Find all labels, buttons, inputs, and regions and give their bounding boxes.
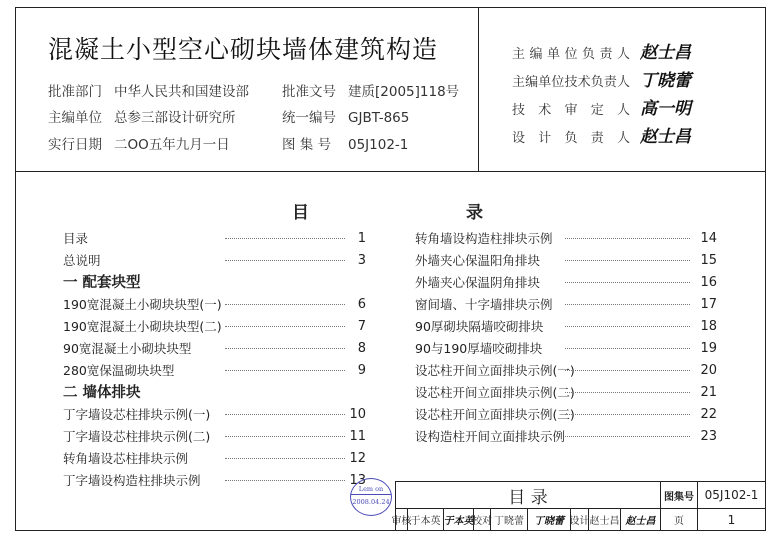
dot-leader	[565, 414, 690, 415]
toc-entry	[415, 361, 717, 381]
toc-entry-page: 23	[700, 429, 717, 444]
dot-leader	[225, 326, 345, 327]
dot-leader	[565, 436, 690, 437]
design-name: 赵士昌	[588, 508, 621, 531]
atlas-value: 05J102-1	[697, 481, 766, 509]
frame-left	[15, 7, 16, 531]
toc-entry	[63, 449, 366, 469]
dot-leader	[225, 304, 345, 305]
toc-entry	[415, 251, 717, 271]
frame-top	[15, 7, 766, 8]
toc-entry	[415, 427, 717, 447]
review-signature: 于本英	[443, 508, 474, 531]
toc-entry	[63, 405, 366, 425]
toc-entry-page: 11	[349, 429, 366, 444]
toc-entry-title: 丁字墙设芯柱排块示例(二)	[63, 429, 211, 444]
meta-approval-no: 批准文号 建质[2005]118号	[282, 84, 460, 100]
toc-entry-page: 19	[700, 341, 717, 356]
meta-unified-no: 统一编号 GJBT-865	[282, 110, 410, 126]
check-label: 校对	[473, 508, 491, 531]
page-value: 1	[697, 508, 766, 531]
dot-leader	[225, 260, 345, 261]
toc-entry	[415, 405, 717, 425]
dot-leader	[225, 458, 345, 459]
toc-entry-page: 3	[357, 253, 366, 268]
header-bottom-line	[15, 171, 766, 172]
toc-entry-title: 二 墙体排块	[63, 385, 141, 401]
toc-entry-title: 目录	[63, 231, 89, 246]
toc-entry-page: 8	[357, 341, 366, 356]
toc-entry-title: 一 配套块型	[63, 275, 141, 291]
toc-entry-title: 设芯柱开间立面排块示例(三)	[415, 407, 575, 422]
toc-entry	[63, 273, 366, 293]
toc-entry-page: 14	[700, 231, 717, 246]
review-label: 审核	[395, 508, 408, 531]
signature: 赵士昌	[640, 127, 691, 147]
toc-entry	[415, 339, 717, 359]
toc-entry-title: 窗间墙、十字墙排块示例	[415, 297, 553, 312]
toc-entry-title: 丁字墙设芯柱排块示例(一)	[63, 407, 211, 422]
toc-entry-title: 设芯柱开间立面排块示例(一)	[415, 363, 575, 378]
toc-entry-title: 280宽保温砌块块型	[63, 363, 175, 378]
design-label: 设计	[570, 508, 589, 531]
signature-row: 主编单位负责人 赵士昌	[512, 43, 691, 63]
toc-entry-page: 13	[349, 473, 366, 488]
toc-entry-page: 10	[349, 407, 366, 422]
toc-entry-page: 21	[700, 385, 717, 400]
check-name: 丁晓蕾	[490, 508, 528, 531]
dot-leader	[565, 326, 690, 327]
toc-entry	[63, 471, 366, 491]
dot-leader	[225, 480, 345, 481]
toc-entry-page: 6	[357, 297, 366, 312]
meta-atlas-no: 图 集 号 05J102-1	[282, 137, 409, 153]
toc-heading-right: 录	[466, 203, 483, 223]
dot-leader	[565, 260, 690, 261]
meta-effective-date: 实行日期 二OO五年九月一日	[48, 137, 230, 153]
toc-entry	[415, 383, 717, 403]
dot-leader	[225, 414, 345, 415]
toc-entry-title: 设芯柱开间立面排块示例(二)	[415, 385, 575, 400]
dot-leader	[225, 436, 345, 437]
toc-entry-title: 外墙夹心保温阴角排块	[415, 275, 541, 290]
check-signature: 丁晓蕾	[527, 508, 571, 531]
meta-chief-unit: 主编单位 总参三部设计研究所	[48, 110, 236, 126]
atlas-label: 图集号	[660, 481, 698, 509]
toc-entry	[63, 427, 366, 447]
dot-leader	[225, 348, 345, 349]
toc-entry	[63, 317, 366, 337]
toc-entry-title: 总说明	[63, 253, 101, 268]
toc-entry	[63, 361, 366, 381]
toc-entry-title: 90与190厚墙咬砌排块	[415, 341, 543, 356]
signature-row: 主编单位技术负责人 丁晓蕾	[512, 71, 691, 91]
toc-entry	[415, 295, 717, 315]
toc-entry	[415, 229, 717, 249]
signature: 高一明	[640, 99, 691, 119]
header-divider	[478, 7, 479, 172]
toc-entry-title: 设构造柱开间立面排块示例	[415, 429, 566, 444]
toc-entry	[415, 273, 717, 293]
toc-entry-title: 外墙夹心保温阳角排块	[415, 253, 541, 268]
dot-leader	[565, 282, 690, 283]
design-signature: 赵士昌	[620, 508, 661, 531]
toc-entry-title: 190宽混凝土小砌块块型(一)	[63, 297, 222, 312]
toc-entry-page: 18	[700, 319, 717, 334]
frame-right	[765, 7, 766, 531]
toc-entry	[415, 317, 717, 337]
sheet-title: 目 录	[395, 481, 661, 509]
dot-leader	[565, 304, 690, 305]
toc-entry	[63, 295, 366, 315]
toc-entry-page: 20	[700, 363, 717, 378]
signature: 赵士昌	[640, 43, 691, 63]
dot-leader	[565, 238, 690, 239]
toc-entry-title: 190宽混凝土小砌块块型(二)	[63, 319, 222, 334]
dot-leader	[225, 238, 345, 239]
dot-leader	[565, 370, 690, 371]
meta-approval-dept: 批准部门 中华人民共和国建设部	[48, 84, 249, 100]
toc-entry-page: 9	[357, 363, 366, 378]
signature-row: 设计负责人 赵士昌	[512, 127, 691, 147]
toc-entry-page: 16	[700, 275, 717, 290]
toc-entry-page: 15	[700, 253, 717, 268]
toc-heading-left: 目	[292, 203, 309, 223]
toc-entry-page: 22	[700, 407, 717, 422]
toc-entry-page: 17	[700, 297, 717, 312]
dot-leader	[565, 392, 690, 393]
toc-entry	[63, 229, 366, 249]
page-label: 页	[660, 508, 698, 531]
toc-entry-title: 90厚砌块隔墙咬砌排块	[415, 319, 544, 334]
page-title: 混凝土小型空心砌块墙体建筑构造	[48, 35, 439, 64]
toc-entry	[63, 251, 366, 271]
stamp: Lem on 2008.04.24	[350, 478, 392, 516]
toc-entry-title: 转角墙设构造柱排块示例	[415, 231, 553, 246]
toc-entry-page: 1	[357, 231, 366, 246]
dot-leader	[225, 370, 345, 371]
toc-entry	[63, 383, 366, 403]
signature-row: 技术审定人 高一明	[512, 99, 691, 119]
review-name: 于本英	[407, 508, 444, 531]
toc-entry-title: 丁字墙设构造柱排块示例	[63, 473, 201, 488]
toc-entry-page: 7	[357, 319, 366, 334]
toc-entry	[63, 339, 366, 359]
dot-leader	[565, 348, 690, 349]
signature: 丁晓蕾	[640, 71, 691, 91]
toc-entry-page: 12	[349, 451, 366, 466]
toc-entry-title: 转角墙设芯柱排块示例	[63, 451, 189, 466]
toc-entry-title: 90宽混凝土小砌块块型	[63, 341, 192, 356]
